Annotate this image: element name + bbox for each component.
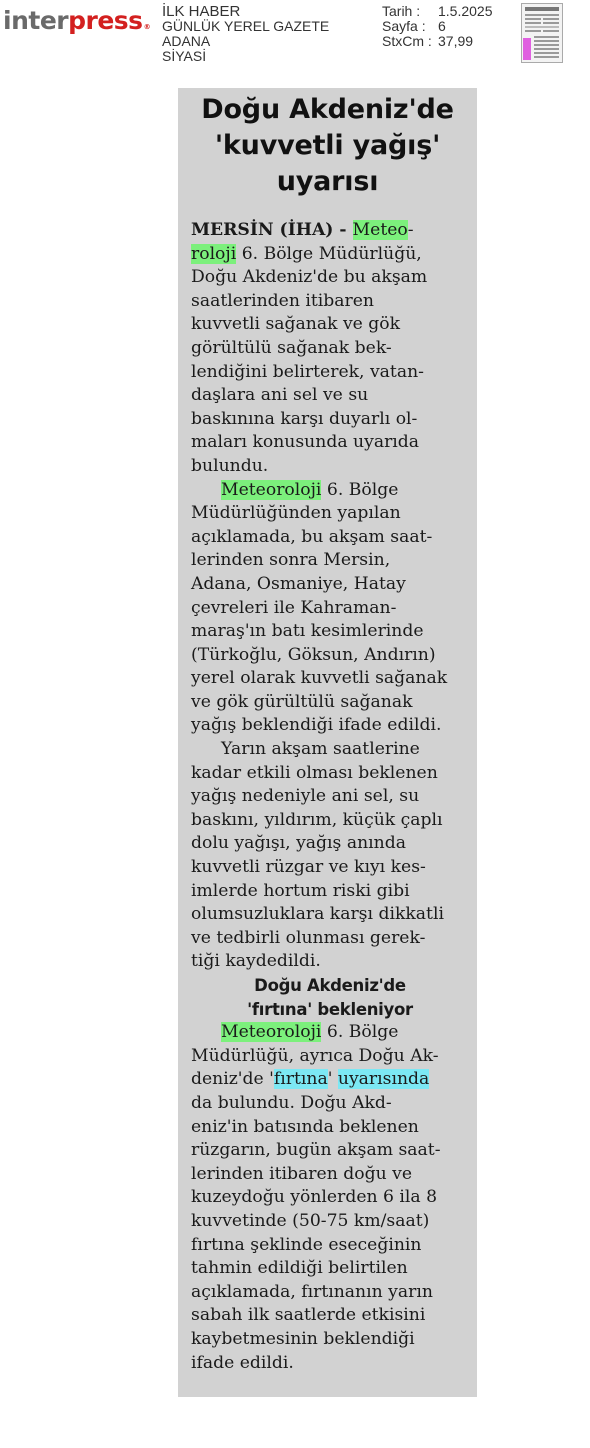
headline-line: Doğu Akdeniz'de: [201, 94, 454, 125]
text-line: tiği kaydedildi.: [191, 951, 321, 972]
logo-text-inter: inter: [3, 6, 69, 35]
text-line: Doğu Akdeniz'de bu akşam: [191, 267, 428, 288]
article-body: [191, 219, 469, 1375]
text-line: ve tedbirli olunması gerek-: [191, 927, 426, 948]
date-label: Tarih :: [382, 3, 421, 19]
text-line: Meteoroloji 6. Bölge: [221, 1022, 399, 1043]
text-line: çevreleri ile Kahraman-: [191, 597, 397, 618]
publication-name: İLK HABER: [162, 3, 241, 20]
text-line: kadar etkili olması beklenen: [191, 762, 438, 783]
publication-category: SİYASİ: [162, 48, 207, 64]
date-value: 1.5.2025: [438, 3, 493, 19]
text-line: ve gök gürültülü sağanak: [191, 691, 413, 712]
text-line: yağış nedeniyle ani sel, su: [191, 786, 420, 807]
highlight-keyword: Meteo: [352, 220, 408, 240]
logo-text-press: press: [68, 6, 143, 35]
date-row: [382, 4, 493, 19]
logo-registered-mark: ®: [143, 23, 151, 31]
clip-location-marker: [523, 38, 531, 60]
text-line: roloji 6. Bölge Müdürlüğü,: [191, 243, 422, 264]
highlight-keyword: roloji: [191, 243, 237, 264]
text-line: lerinden itibaren doğu ve: [191, 1163, 412, 1184]
text-line: Yarın akşam saatlerine: [221, 739, 420, 760]
text-line: imlerde hortum riski gibi: [191, 880, 410, 901]
text-line: baskınına karşı duyarlı ol-: [191, 408, 418, 429]
subheading: 'fırtına' bekleniyor: [247, 999, 413, 1019]
stx-label: StxCm :: [382, 33, 432, 49]
text-line: saatlerinden itibaren: [191, 290, 374, 311]
text-line: dolu yağışı, yağış anında: [191, 833, 406, 854]
text-line: baskını, yıldırım, küçük çaplı: [191, 809, 443, 830]
text-line: rüzgarın, bugün akşam saat-: [191, 1140, 441, 1161]
publication-info: [162, 4, 329, 64]
text-line: MERSİN (İHA) - Meteo-: [191, 220, 414, 240]
text-line: Adana, Osmaniye, Hatay: [191, 573, 406, 594]
interpress-logo: [3, 4, 150, 38]
text-line: sabah ilk saatlerde etkisini: [191, 1305, 426, 1326]
clip-meta: [382, 4, 493, 49]
headline-line: uyarısı: [276, 166, 379, 197]
article-headline: [178, 92, 477, 200]
stx-row: [382, 34, 493, 49]
text-line: kaybetmesinin beklendiği: [191, 1328, 415, 1349]
text-line: eniz'in batısında beklenen: [191, 1116, 419, 1137]
headline-line: 'kuvvetli yağış': [214, 130, 441, 161]
highlight-keyword: uyarısında: [337, 1069, 430, 1090]
page-value: 6: [438, 18, 446, 34]
text-line: olumsuzluklara karşı dikkatli: [191, 904, 444, 925]
highlight-keyword: Meteoroloji: [221, 1022, 322, 1043]
highlight-keyword: Meteoroloji: [221, 479, 322, 500]
text-line: daşlara ani sel ve su: [191, 385, 369, 406]
text-line: maları konusunda uyarıda: [191, 432, 420, 453]
text-line: da bulundu. Doğu Akd-: [191, 1092, 392, 1113]
publication-type: GÜNLÜK YEREL GAZETE: [162, 18, 330, 34]
text-line: ifade edildi.: [191, 1352, 294, 1373]
text-line: açıklamada, bu akşam saat-: [191, 526, 433, 547]
page-row: [382, 19, 493, 34]
text-line: deniz'de 'fırtına' uyarısında: [191, 1069, 430, 1090]
text-line: (Türkoğlu, Göksun, Andırın): [191, 644, 436, 665]
page-thumbnail: [521, 3, 563, 63]
subheading: Doğu Akdeniz'de: [254, 976, 406, 995]
dateline: MERSİN (İHA) -: [191, 220, 353, 240]
text-line: bulundu.: [191, 455, 269, 476]
text-line: Müdürlüğü, ayrıca Doğu Ak-: [191, 1045, 439, 1066]
text-line: kuzeydoğu yönlerden 6 ila 8: [191, 1187, 438, 1208]
text-line: Müdürlüğünden yapılan: [191, 503, 401, 524]
text-line: maraş'ın batı kesimlerinde: [191, 621, 424, 642]
publication-city: ADANA: [162, 33, 211, 49]
text-line: yağış beklendiği ifade edildi.: [191, 715, 442, 736]
text-line: görültülü sağanak bek-: [191, 337, 392, 358]
text-line: fırtına şeklinde eseceğinin: [191, 1234, 422, 1255]
text-line: lerinden sonra Mersin,: [191, 550, 391, 571]
highlight-keyword: fırtına: [273, 1069, 328, 1090]
text-line: Meteoroloji 6. Bölge: [221, 479, 399, 500]
text-line: açıklamada, fırtınanın yarın: [191, 1281, 433, 1302]
text-line: yerel olarak kuvvetli sağanak: [191, 668, 448, 689]
stx-value: 37,99: [438, 33, 474, 49]
text-line: kuvvetinde (50-75 km/saat): [191, 1210, 430, 1231]
text-line: kuvvetli rüzgar ve kıyı kes-: [191, 857, 426, 878]
text-line: lendiğini belirterek, vatan-: [191, 361, 424, 382]
text-line: tahmin edildiği belirtilen: [191, 1258, 408, 1279]
page-label: Sayfa :: [382, 18, 426, 34]
text-line: kuvvetli sağanak ve gök: [191, 314, 401, 335]
